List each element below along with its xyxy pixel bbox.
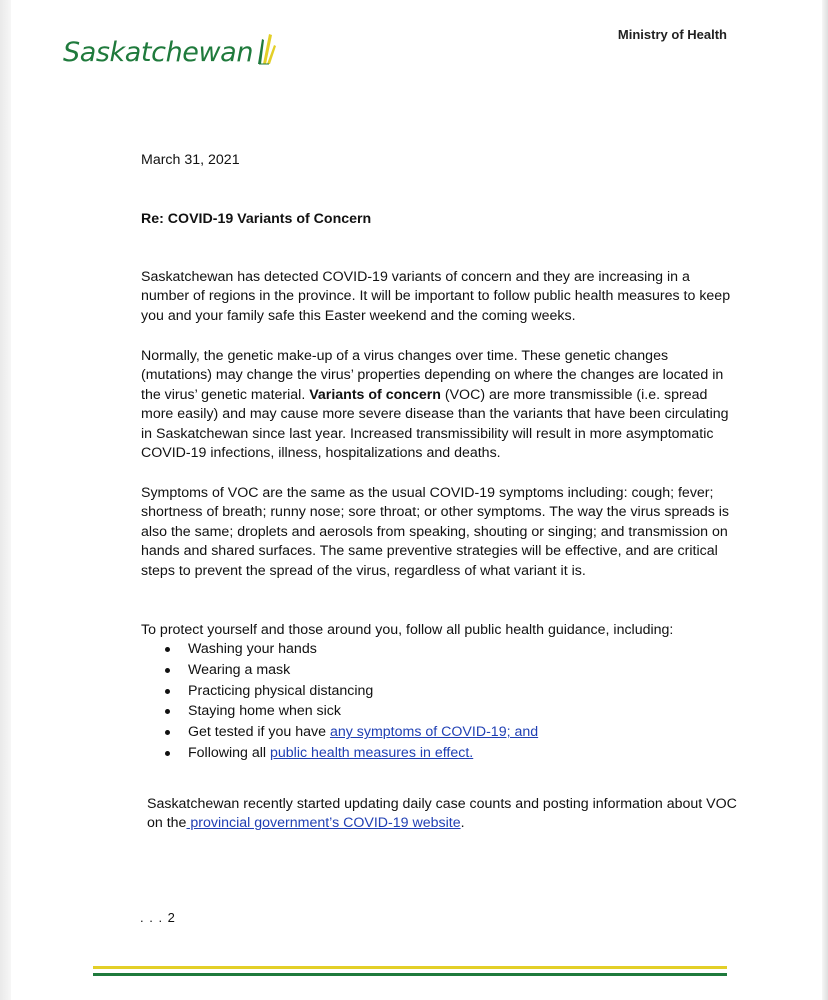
public-health-measures-link[interactable]: public health measures in effect.: [270, 744, 474, 761]
paragraph-text: Saskatchewan has detected COVID-19 variants of concern and they are increasing in a number of regions in the province. It will be important to follow public health measures to keep you and your family safe this Easter weekend and the coming weeks.: [141, 269, 731, 324]
paragraph-guidance: [141, 621, 741, 765]
letter-subject: Re: COVID-19 Variants of Concern: [141, 211, 372, 227]
logo-wordmark: Saskatchewan: [63, 37, 254, 68]
voc-term: Variants of concern: [309, 386, 441, 403]
paragraph-end: .: [460, 815, 465, 832]
footer-rule-green: [93, 973, 727, 976]
continued-page-marker: . . . 2: [140, 910, 176, 925]
footer-rule-yellow: [93, 966, 727, 969]
paragraph-text: (VOC) are more transmissible (i.e. spread more easily) and may cause more severe disease than the variants that have been circulating in Saskatchewan since last year. Increased transmissibility will result in more asymptomatic COVID-19 infections, illness, hospitalizations and deaths.: [141, 386, 729, 462]
list-item-text: Get tested if you have: [188, 724, 330, 741]
list-item: [141, 723, 741, 744]
saskatchewan-logo: [63, 26, 277, 66]
guidance-list: [141, 640, 741, 764]
covid-website-link[interactable]: provincial government’s COVID-19 website: [186, 815, 461, 832]
list-item: Wearing a mask: [141, 661, 741, 682]
paragraph-symptoms: [141, 484, 741, 581]
list-item-text: Following all: [188, 744, 271, 761]
paragraph-variants-detected: [141, 268, 741, 326]
wheat-sheaf-icon: [255, 31, 277, 65]
paragraph-website: [147, 795, 747, 834]
letter-date: March 31, 2021: [141, 152, 240, 168]
paragraph-text: Normally, the genetic make-up of a virus changes over time. These genetic changes (mutations) may change the virus’ properties depending on where the changes are located in the virus’ genetic material.: [141, 348, 724, 403]
paragraph-text: Saskatchewan recently started updating daily case counts and posting information about VOC on the: [147, 796, 737, 832]
list-item: Practicing physical distancing: [141, 682, 741, 703]
symptoms-link[interactable]: any symptoms of COVID-19; and: [329, 724, 539, 741]
paragraph-genetic-changes: [141, 347, 741, 463]
page-edge-left: [0, 0, 11, 1000]
page-edge-right: [822, 0, 828, 1000]
list-item: Washing your hands: [141, 640, 741, 661]
guidance-intro: To protect yourself and those around you, follow all public health guidance, including:: [141, 622, 674, 638]
list-item: [141, 744, 741, 765]
paragraph-text: Symptoms of VOC are the same as the usual COVID-19 symptoms including: cough; fever; shortness of breath; runny nose; sore throat; or other symptoms. The way the virus spreads is also the same; droplets and aerosols from speaking, shouting or singing; and transmission on hands and shared surfaces. The same preventive strategies will be effective, and are critical steps to prevent the spread of the virus, regardless of what variant it is.: [141, 485, 730, 579]
ministry-name: Ministry of Health: [617, 27, 727, 42]
list-item: Staying home when sick: [141, 702, 741, 723]
